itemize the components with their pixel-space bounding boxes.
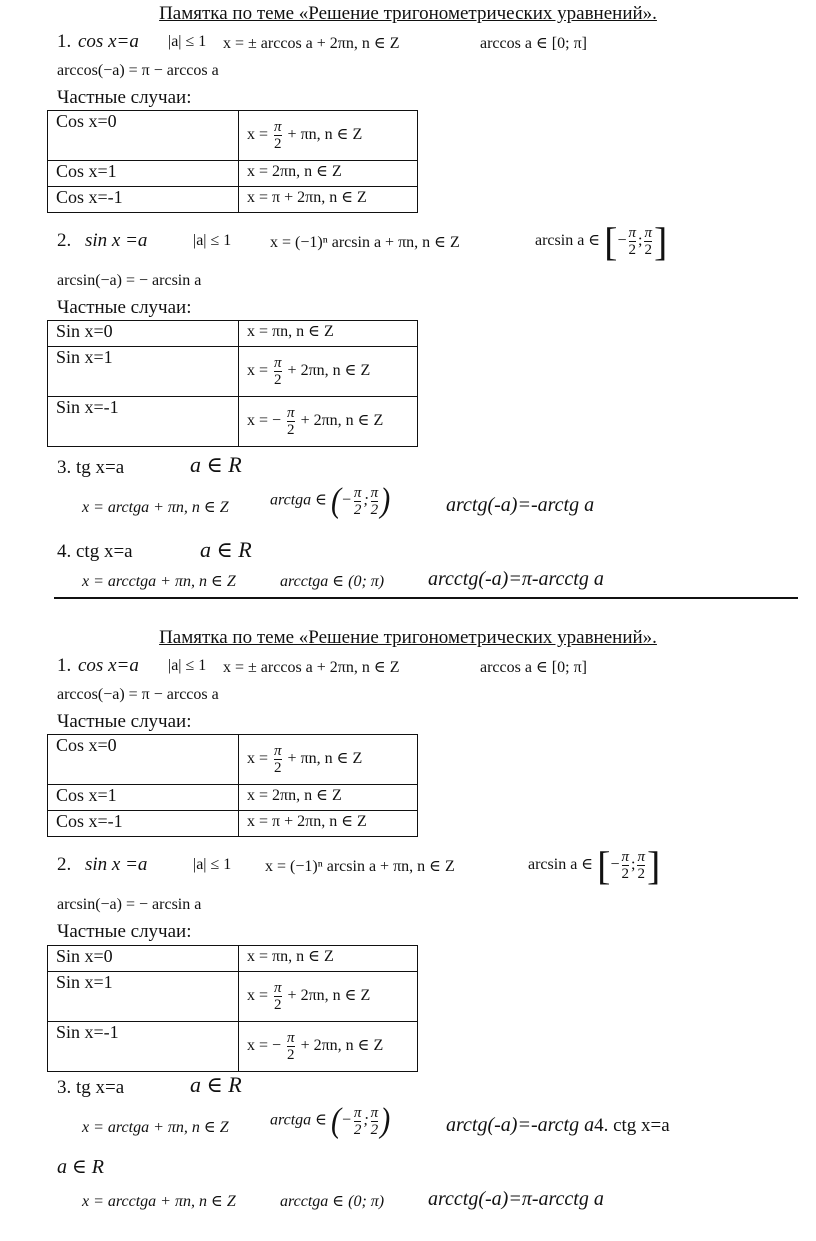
tg-header: 3. tg x=a [57, 457, 125, 478]
fraction-numerator: π [274, 355, 282, 371]
arcsin-range: arcsin a ∈ [− $\frac{\pi}{2}$ ; $\frac{\pi}{2}$ ] [535, 219, 668, 264]
formula-text: + 2πn, n ∈ Z [300, 412, 384, 430]
table-cell: Sin x=0 [48, 946, 239, 972]
fraction-denominator: 2 [370, 1121, 379, 1138]
fraction [274, 980, 282, 1013]
fraction-numerator: π [353, 484, 362, 501]
page-title: Памятка по теме «Решение тригонометрических уравнений». [159, 3, 657, 24]
special-cases-label: Частные случаи: [57, 87, 192, 108]
arccos-range: arccos a ∈ [0; π] [480, 35, 587, 52]
table-row [48, 111, 418, 161]
fraction-denominator: 2 [287, 422, 295, 438]
fraction-denominator: 2 [370, 501, 379, 518]
fraction-numerator: π [370, 484, 379, 501]
table-cell: Cos x=-1 [48, 187, 239, 213]
table-row [48, 187, 418, 213]
cos-general-solution: x = ± arccos a + 2πn, n ∈ Z [223, 35, 400, 52]
formula-text: + πn, n ∈ Z [287, 750, 363, 768]
formula-text: arctga ∈ [270, 1111, 328, 1129]
cos-special-cases-table [47, 110, 418, 213]
table-row [48, 811, 418, 837]
tg-condition: a ∈ R [190, 452, 242, 477]
fraction-denominator: 2 [621, 866, 630, 882]
fraction-denominator: 2 [274, 372, 282, 388]
fraction-numerator: π [644, 225, 652, 241]
fraction [287, 405, 295, 438]
table-cell: x = πn, n ∈ Z [239, 946, 418, 972]
table-row [48, 321, 418, 347]
table-cell: Sin x=-1 [48, 1022, 239, 1072]
table-cell [239, 111, 418, 161]
sin-header-number: 2. [57, 854, 72, 875]
formula-text: x = − [247, 1037, 282, 1055]
fraction [274, 743, 282, 776]
fraction-numerator: π [274, 980, 282, 996]
table-cell [239, 972, 418, 1022]
table-cell [239, 347, 418, 397]
special-cases-label: Частные случаи: [57, 921, 192, 942]
fraction-denominator: 2 [353, 1121, 362, 1138]
cos-header-number: 1. [57, 655, 72, 676]
cos-header-equation: cos x=a [78, 31, 139, 52]
formula-text: + 2πn, n ∈ Z [300, 1037, 384, 1055]
tg-general-solution: x = arctga + πn, n ∈ Z [82, 499, 229, 516]
table-row [48, 972, 418, 1022]
formula-text: + 2πn, n ∈ Z [287, 362, 371, 380]
ctg-condition: a ∈ R [200, 537, 252, 562]
cos-condition: |a| ≤ 1 [168, 33, 207, 50]
cos-condition: |a| ≤ 1 [168, 657, 207, 674]
page-title: Памятка по теме «Решение тригонометрических уравнений». [159, 627, 657, 648]
sin-general-solution: x = (−1)ⁿ arcsin a + πn, n ∈ Z [265, 858, 455, 875]
fraction-denominator: 2 [637, 866, 645, 882]
formula-text: x = [247, 126, 269, 144]
table-cell: Cos x=0 [48, 735, 239, 785]
fraction-denominator: 2 [274, 997, 282, 1013]
sin-condition: |a| ≤ 1 [193, 232, 232, 249]
arccos-negative-identity: arccos(−a) = π − arccos a [57, 62, 219, 79]
table-row [48, 161, 418, 187]
fraction-numerator: π [274, 119, 282, 135]
arcctg-range: arcctga ∈ (0; π) [280, 1193, 385, 1210]
fraction [287, 1030, 295, 1063]
table-cell: Sin x=1 [48, 972, 239, 1022]
special-cases-label: Частные случаи: [57, 711, 192, 732]
arccos-negative-identity: arccos(−a) = π − arccos a [57, 686, 219, 703]
fraction-numerator: π [287, 405, 295, 421]
sin-header-equation: sin x =a [85, 230, 148, 251]
table-cell: Sin x=-1 [48, 397, 239, 447]
fraction-denominator: 2 [644, 242, 652, 258]
arcctg-negative-identity: arcctg(-a)=π-arcctg a [428, 568, 604, 590]
table-cell [239, 735, 418, 785]
table-cell: Cos x=1 [48, 161, 239, 187]
table-cell: x = 2πn, n ∈ Z [239, 785, 418, 811]
arcsin-negative-identity: arcsin(−a) = − arcsin a [57, 896, 202, 913]
ctg-general-solution: x = arcctga + πn, n ∈ Z [82, 573, 236, 590]
cos-special-cases-table [47, 734, 418, 837]
ctg-general-solution: x = arcctga + πn, n ∈ Z [82, 1193, 236, 1210]
cos-header-equation: cos x=a [78, 655, 139, 676]
table-row [48, 397, 418, 447]
ctg-condition: a ∈ R [57, 1156, 105, 1178]
table-cell: Sin x=0 [48, 321, 239, 347]
table-row [48, 785, 418, 811]
formula-text: arcsin a ∈ [528, 856, 594, 874]
arccos-range: arccos a ∈ [0; π] [480, 659, 587, 676]
arctg-negative-identity: arctg(-a)=-arctg a [446, 1114, 595, 1136]
table-cell [239, 397, 418, 447]
cos-general-solution: x = ± arccos a + 2πn, n ∈ Z [223, 659, 400, 676]
sin-header-number: 2. [57, 230, 72, 251]
fraction-denominator: 2 [274, 136, 282, 152]
fraction [274, 119, 282, 152]
table-row [48, 735, 418, 785]
ctg-header: 4. ctg x=a [57, 541, 133, 562]
arcsin-range: arcsin a ∈ [− $\frac{\pi}{2}$ ; $\frac{\pi}{2}$ ] [528, 843, 661, 888]
fraction [274, 355, 282, 388]
table-cell: x = π + 2πn, n ∈ Z [239, 811, 418, 837]
fraction-denominator: 2 [287, 1047, 295, 1063]
arctg-range: arctga ∈ (− $\frac{\pi}{2}$ ; $\frac{\pi}{2}$ ) [270, 481, 391, 520]
arctg-negative-identity: arctg(-a)=-arctg a [446, 494, 595, 516]
fraction-numerator: π [287, 1030, 295, 1046]
sin-special-cases-table [47, 320, 418, 447]
fraction-numerator: π [621, 849, 630, 865]
fraction-numerator: π [628, 225, 637, 241]
arcsin-negative-identity: arcsin(−a) = − arcsin a [57, 272, 202, 289]
table-cell: Sin x=1 [48, 347, 239, 397]
table-cell: x = π + 2πn, n ∈ Z [239, 187, 418, 213]
formula-text: arctga ∈ [270, 491, 328, 509]
formula-text: arcsin a ∈ [535, 232, 601, 250]
sin-general-solution: x = (−1)ⁿ arcsin a + πn, n ∈ Z [270, 234, 460, 251]
arctg-range: arctga ∈ (− $\frac{\pi}{2}$ ; $\frac{\pi}{2}$ ) [270, 1101, 391, 1140]
sin-header-equation: sin x =a [85, 854, 148, 875]
tg-general-solution: x = arctga + πn, n ∈ Z [82, 1119, 229, 1136]
table-row [48, 1022, 418, 1072]
table-cell: Cos x=1 [48, 785, 239, 811]
table-row [48, 946, 418, 972]
formula-text: x = [247, 987, 269, 1005]
fraction-numerator: π [353, 1104, 362, 1121]
formula-text: + πn, n ∈ Z [287, 126, 363, 144]
ctg-header: 4. ctg x=a [594, 1115, 670, 1136]
table-cell [239, 1022, 418, 1072]
table-cell: Cos x=-1 [48, 811, 239, 837]
fraction-numerator: π [370, 1104, 379, 1121]
fraction-denominator: 2 [274, 760, 282, 776]
tg-header: 3. tg x=a [57, 1077, 125, 1098]
fraction-numerator: π [274, 743, 282, 759]
table-cell: x = πn, n ∈ Z [239, 321, 418, 347]
table-cell: Cos x=0 [48, 111, 239, 161]
arcctg-range: arcctga ∈ (0; π) [280, 573, 385, 590]
sin-special-cases-table [47, 945, 418, 1072]
formula-text: x = [247, 362, 269, 380]
formula-text: + 2πn, n ∈ Z [287, 987, 371, 1005]
formula-text: x = − [247, 412, 282, 430]
arcctg-negative-identity: arcctg(-a)=π-arcctg a [428, 1188, 604, 1210]
fraction-denominator: 2 [353, 501, 362, 518]
table-row [48, 347, 418, 397]
table-cell: x = 2πn, n ∈ Z [239, 161, 418, 187]
formula-text: x = [247, 750, 269, 768]
fraction-numerator: π [637, 849, 645, 865]
sin-condition: |a| ≤ 1 [193, 856, 232, 873]
special-cases-label: Частные случаи: [57, 297, 192, 318]
arctg-ctg-run-on-line [446, 1114, 670, 1137]
cos-header-number: 1. [57, 31, 72, 52]
tg-condition: a ∈ R [190, 1072, 242, 1097]
section-divider [54, 597, 798, 599]
fraction-denominator: 2 [628, 242, 637, 258]
